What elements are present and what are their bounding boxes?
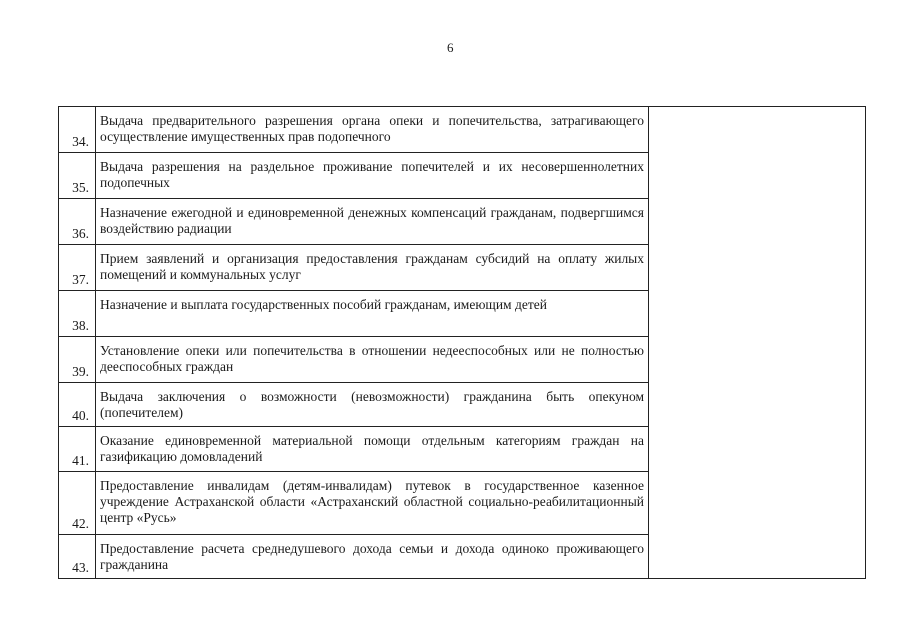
row-number-cell — [59, 245, 96, 291]
blank-column — [649, 107, 866, 579]
service-name: Прием заявлений и организация предоставления гражданам субсидий на оплату жилых помещений и коммунальных услуг — [96, 245, 649, 291]
service-name: Выдача заключения о возможности (невозможности) гражданина быть опекуном (попечителем) — [96, 383, 649, 427]
row-number: 43. — [72, 560, 89, 575]
page-number: 6 — [447, 40, 454, 55]
row-number-cell — [59, 153, 96, 199]
row-number-cell — [59, 427, 96, 472]
table-row — [59, 107, 866, 153]
row-number: 38. — [72, 318, 89, 333]
row-number-cell — [59, 535, 96, 579]
service-name: Оказание единовременной материальной помощи отдельным категориям граждан на газификацию домовладений — [96, 427, 649, 472]
row-number-cell — [59, 337, 96, 383]
row-number: 40. — [72, 408, 89, 423]
service-name: Предоставление инвалидам (детям-инвалидам) путевок в государственное казенное учреждение Астраханской области «Астраханский областной социально-реабилитационный центр «Русь» — [96, 472, 649, 535]
row-number: 34. — [72, 134, 89, 149]
service-name: Выдача предварительного разрешения органа опеки и попечительства, затрагивающего осуществление имущественных прав подопечного — [96, 107, 649, 153]
row-number: 36. — [72, 226, 89, 241]
row-number-cell — [59, 199, 96, 245]
row-number: 39. — [72, 364, 89, 379]
service-name: Назначение ежегодной и единовременной денежных компенсаций гражданам, подвергшимся воздействию радиации — [96, 199, 649, 245]
service-name: Назначение и выплата государственных пособий гражданам, имеющим детей — [96, 291, 649, 337]
row-number: 41. — [72, 453, 89, 468]
service-name: Установление опеки или попечительства в отношении недееспособных или не полностью дееспособных граждан — [96, 337, 649, 383]
row-number: 37. — [72, 272, 89, 287]
row-number-cell — [59, 107, 96, 153]
services-table — [58, 106, 866, 579]
row-number-cell — [59, 383, 96, 427]
row-number: 35. — [72, 180, 89, 195]
row-number-cell — [59, 291, 96, 337]
service-name: Предоставление расчета среднедушевого дохода семьи и дохода одиноко проживающего гражданина — [96, 535, 649, 579]
service-name: Выдача разрешения на раздельное проживание попечителей и их несовершеннолетних подопечных — [96, 153, 649, 199]
row-number: 42. — [72, 516, 89, 531]
row-number-cell — [59, 472, 96, 535]
